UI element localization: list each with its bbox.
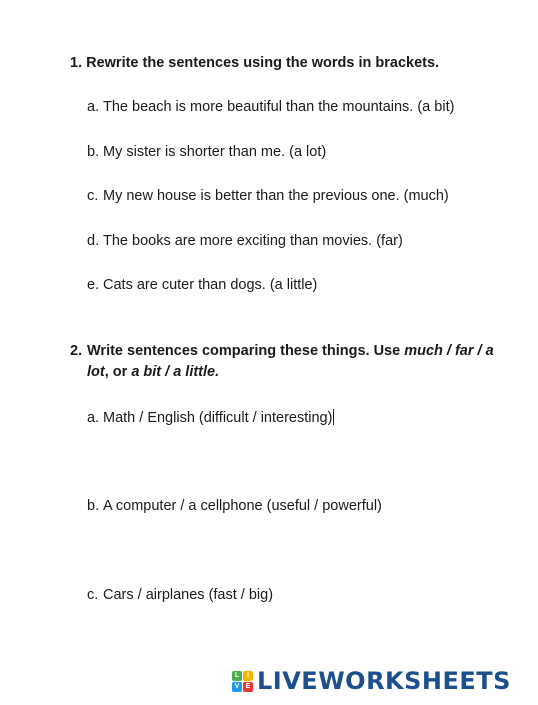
question-2-item-c <box>87 585 273 605</box>
item-text: A computer / a cellphone (useful / powerful) <box>103 498 382 514</box>
logo-tile: V <box>232 682 242 692</box>
item-letter: b. <box>87 498 100 514</box>
item-text: Math / English (difficult / interesting) <box>103 410 333 426</box>
question-2-item-b <box>87 496 382 516</box>
logo-icon <box>232 671 253 692</box>
logo-tile: L <box>232 671 242 681</box>
liveworksheets-logo <box>232 667 511 695</box>
question-2-title-text: Write sentences comparing these things. Use <box>87 343 405 359</box>
logo-tile: E <box>243 682 253 692</box>
question-2-title <box>87 341 507 383</box>
item-text: Cats are cuter than dogs. (a little) <box>103 277 318 293</box>
item-text: The books are more exciting than movies. (far) <box>103 233 403 249</box>
item-letter: a. <box>87 410 100 426</box>
logo-text: LIVEWORKSHEETS <box>257 667 511 695</box>
item-letter: c. <box>87 188 99 204</box>
item-letter: d. <box>87 233 100 249</box>
item-letter: c. <box>87 587 99 603</box>
item-letter: a. <box>87 99 100 115</box>
question-2-title-period: . <box>215 364 220 380</box>
question-2-title-italic-2: a bit / a little <box>131 364 216 380</box>
question-1-item-a <box>87 97 454 117</box>
question-1-title: 1. Rewrite the sentences using the words in brackets. <box>70 55 440 71</box>
question-1-item-d <box>87 231 403 251</box>
question-1-item-e <box>87 275 317 295</box>
item-letter: e. <box>87 277 100 293</box>
item-letter: b. <box>87 144 100 160</box>
item-text: My new house is better than the previous one. (much) <box>103 188 449 204</box>
question-2-title-italic-1: much / far / a lot <box>87 343 494 380</box>
question-1-item-c <box>87 186 449 206</box>
item-text: The beach is more beautiful than the mountains. (a bit) <box>103 99 455 115</box>
question-2-number: 2. <box>70 343 83 359</box>
question-2-title-text-2: , or <box>104 364 132 380</box>
question-1-item-b <box>87 142 326 162</box>
logo-tile: I <box>243 671 253 681</box>
item-text: Cars / airplanes (fast / big) <box>103 587 274 603</box>
item-text: My sister is shorter than me. (a lot) <box>103 144 327 160</box>
question-2-item-a[interactable] <box>87 408 334 428</box>
text-cursor <box>333 409 334 425</box>
